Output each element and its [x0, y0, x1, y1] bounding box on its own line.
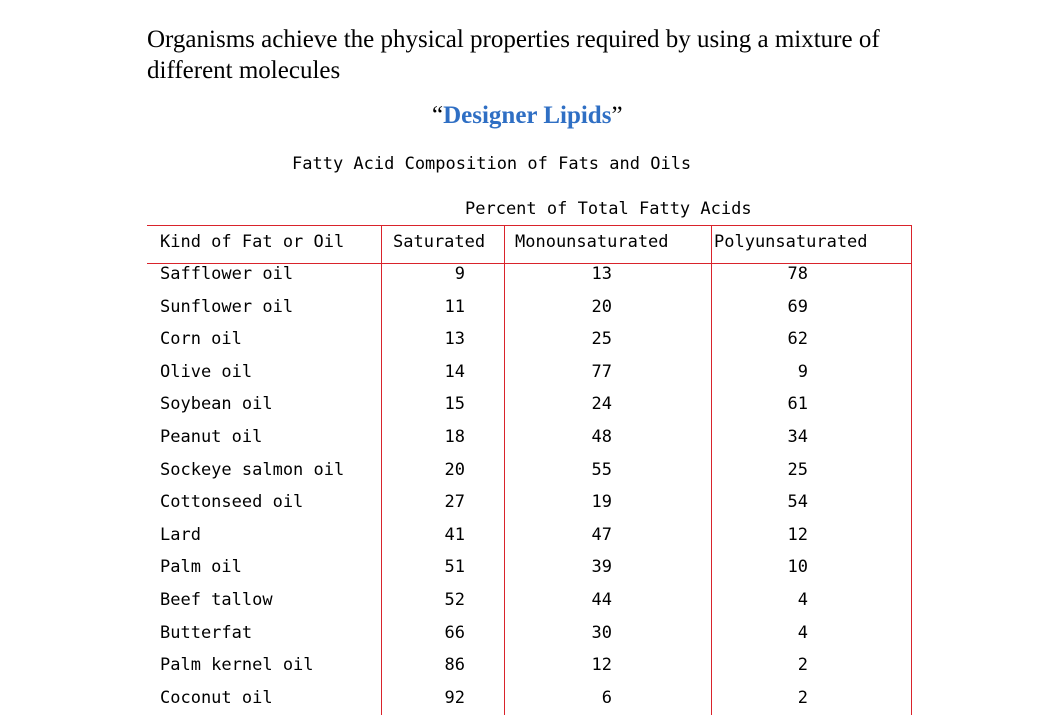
- row-polyunsaturated-value: 34: [787, 427, 808, 447]
- row-saturated-value: 11: [444, 297, 465, 317]
- column-divider-1: [381, 225, 382, 715]
- row-saturated-value: 9: [454, 264, 465, 284]
- row-polyunsaturated-value: 69: [787, 297, 808, 317]
- row-kind-label: Palm oil: [160, 557, 242, 577]
- row-polyunsaturated-value: 10: [787, 557, 808, 577]
- row-saturated-value: 13: [444, 329, 465, 349]
- row-saturated-value: 66: [444, 623, 465, 643]
- row-saturated-value: 51: [444, 557, 465, 577]
- row-saturated-value: 20: [444, 460, 465, 480]
- row-monounsaturated-value: 55: [591, 460, 612, 480]
- row-saturated-value: 15: [444, 394, 465, 414]
- row-polyunsaturated-value: 4: [797, 623, 808, 643]
- row-monounsaturated-value: 39: [591, 557, 612, 577]
- row-kind-label: Lard: [160, 525, 201, 545]
- column-divider-2: [504, 225, 505, 715]
- row-polyunsaturated-value: 2: [797, 688, 808, 708]
- row-polyunsaturated-value: 2: [797, 655, 808, 675]
- header-kind: Kind of Fat or Oil: [160, 232, 345, 252]
- row-monounsaturated-value: 24: [591, 394, 612, 414]
- row-monounsaturated-value: 12: [591, 655, 612, 675]
- row-kind-label: Corn oil: [160, 329, 242, 349]
- row-saturated-value: 18: [444, 427, 465, 447]
- intro-text: Organisms achieve the physical properties required by using a mixture of different molecules: [147, 26, 880, 84]
- column-divider-4: [911, 225, 912, 715]
- row-polyunsaturated-value: 4: [797, 590, 808, 610]
- row-monounsaturated-value: 47: [591, 525, 612, 545]
- row-saturated-value: 92: [444, 688, 465, 708]
- row-monounsaturated-value: 20: [591, 297, 612, 317]
- row-kind-label: Safflower oil: [160, 264, 294, 284]
- row-kind-label: Olive oil: [160, 362, 253, 382]
- row-kind-label: Peanut oil: [160, 427, 263, 447]
- row-kind-label: Sunflower oil: [160, 297, 294, 317]
- row-saturated-value: 14: [444, 362, 465, 382]
- row-kind-label: Soybean oil: [160, 394, 273, 414]
- row-saturated-value: 52: [444, 590, 465, 610]
- table-top-rule: [147, 225, 912, 226]
- row-monounsaturated-value: 25: [591, 329, 612, 349]
- row-polyunsaturated-value: 12: [787, 525, 808, 545]
- row-polyunsaturated-value: 54: [787, 492, 808, 512]
- table-title: Fatty Acid Composition of Fats and Oils: [292, 154, 692, 174]
- row-kind-label: Coconut oil: [160, 688, 273, 708]
- header-polyunsaturated: Polyunsaturated: [714, 232, 868, 252]
- row-polyunsaturated-value: 61: [787, 394, 808, 414]
- header-monounsaturated: Monounsaturated: [515, 232, 669, 252]
- row-kind-label: Butterfat: [160, 623, 253, 643]
- row-kind-label: Palm kernel oil: [160, 655, 314, 675]
- row-monounsaturated-value: 19: [591, 492, 612, 512]
- table-subtitle: Percent of Total Fatty Acids: [465, 199, 752, 219]
- row-polyunsaturated-value: 9: [797, 362, 808, 382]
- row-monounsaturated-value: 77: [591, 362, 612, 382]
- column-divider-3: [711, 225, 712, 715]
- row-saturated-value: 41: [444, 525, 465, 545]
- row-kind-label: Beef tallow: [160, 590, 273, 610]
- row-saturated-value: 86: [444, 655, 465, 675]
- row-polyunsaturated-value: 62: [787, 329, 808, 349]
- row-monounsaturated-value: 13: [591, 264, 612, 284]
- row-monounsaturated-value: 30: [591, 623, 612, 643]
- designer-lipids-heading: [432, 100, 623, 131]
- row-polyunsaturated-value: 25: [787, 460, 808, 480]
- row-kind-label: Cottonseed oil: [160, 492, 304, 512]
- row-monounsaturated-value: 6: [601, 688, 612, 708]
- row-monounsaturated-value: 44: [591, 590, 612, 610]
- open-quote: “: [432, 102, 444, 129]
- close-quote: ”: [611, 102, 623, 129]
- row-polyunsaturated-value: 78: [787, 264, 808, 284]
- row-saturated-value: 27: [444, 492, 465, 512]
- designer-lipids-title: Designer Lipids: [443, 102, 612, 129]
- row-kind-label: Sockeye salmon oil: [160, 460, 345, 480]
- row-monounsaturated-value: 48: [591, 427, 612, 447]
- header-saturated: Saturated: [393, 232, 486, 252]
